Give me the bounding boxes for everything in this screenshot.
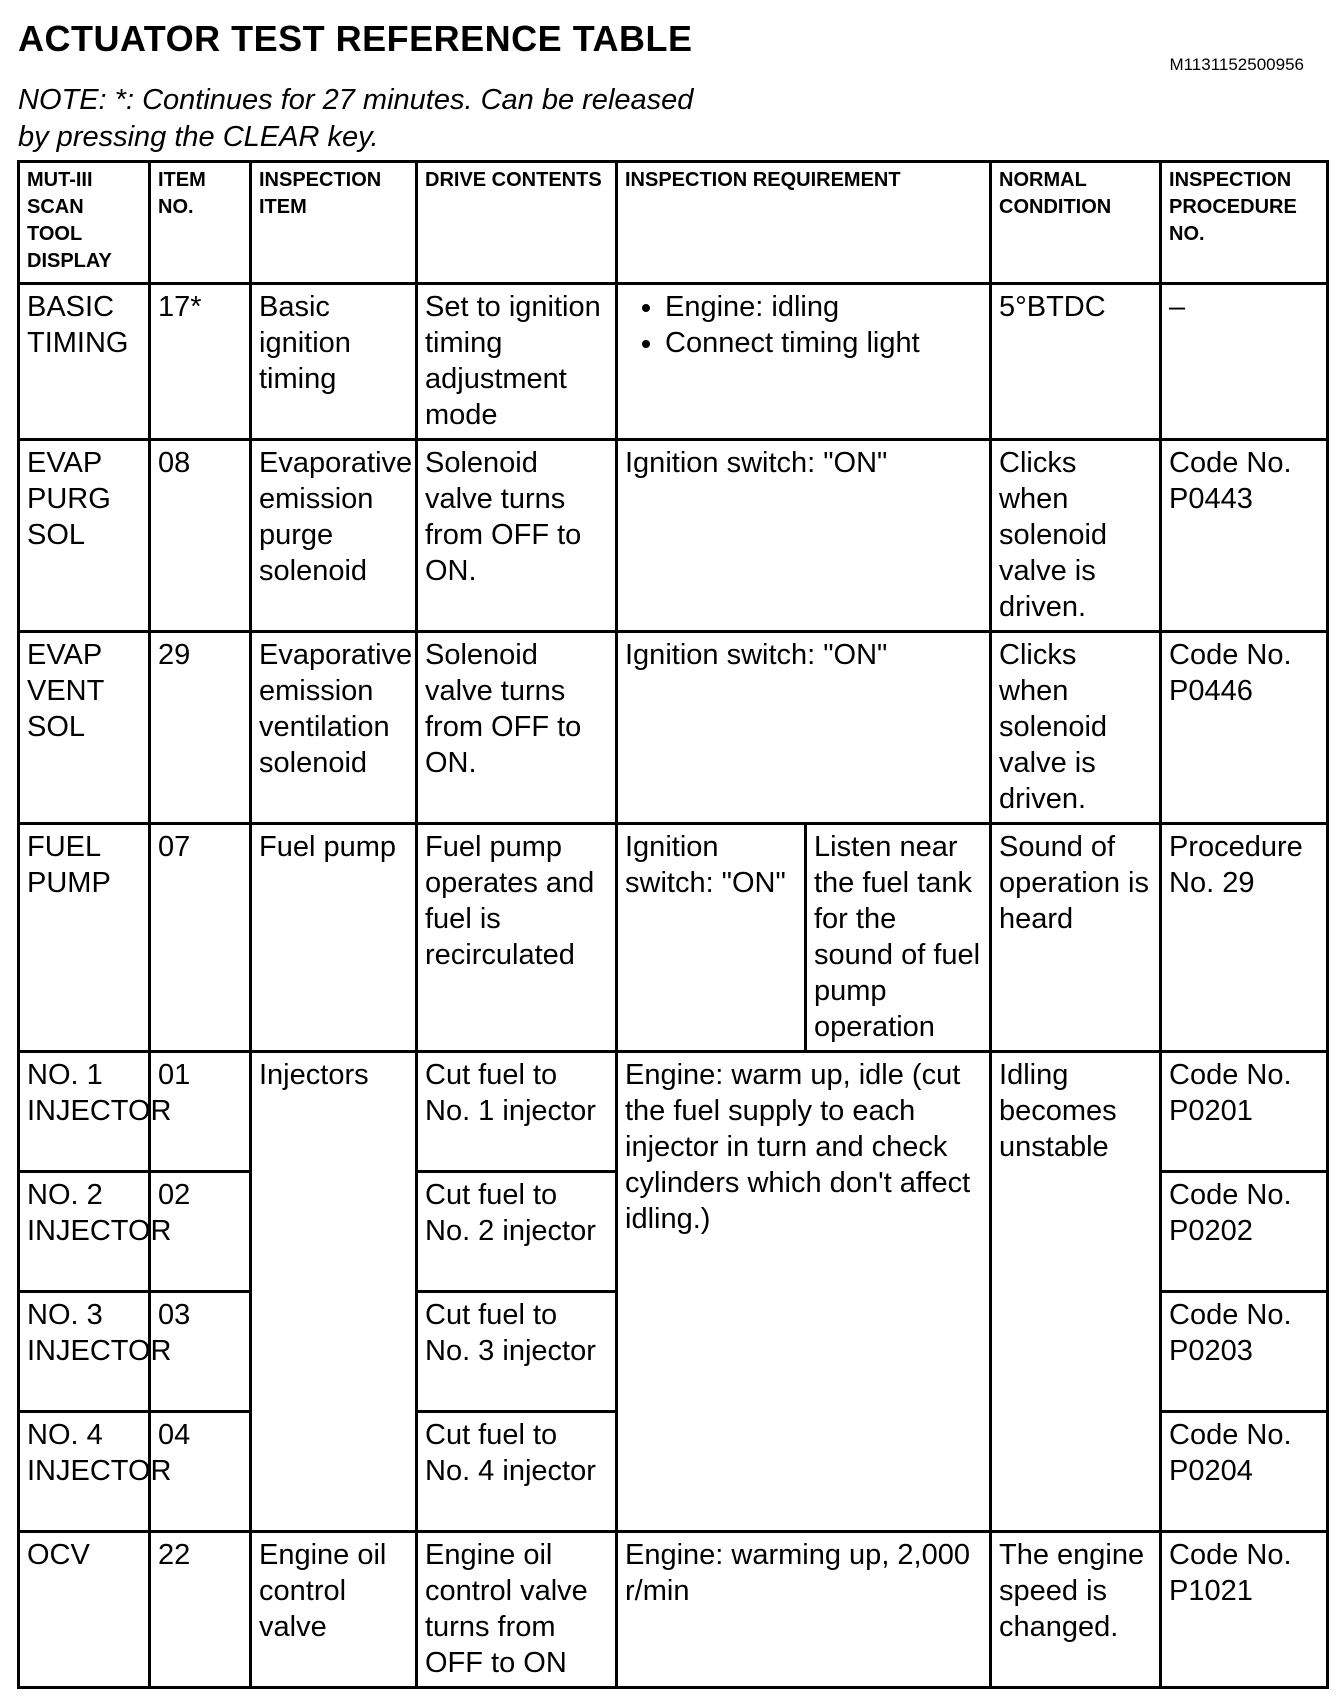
actuator-test-table: [17, 160, 1329, 1689]
inspection-requirement-cell: Ignition switch: "ON": [617, 632, 991, 824]
inspection-item-cell: Fuel pump: [251, 824, 417, 1052]
page-title: ACTUATOR TEST REFERENCE TABLE: [18, 18, 693, 59]
normal-condition-cell: Clicks when solenoid valve is driven.: [991, 440, 1161, 632]
drive-contents-cell: Fuel pump operates and fuel is recirculated: [417, 824, 617, 1052]
inspection-requirement-cell: [617, 284, 991, 440]
drive-contents-cell: Cut fuel to No. 4 injector: [417, 1412, 617, 1532]
note: [18, 82, 693, 156]
header-procedure-no: INSPECTION PROCEDURE NO.: [1161, 162, 1328, 284]
header-item-no: ITEM NO.: [150, 162, 251, 284]
item-no-cell: 03: [150, 1292, 251, 1412]
drive-contents-cell: Cut fuel to No. 3 injector: [417, 1292, 617, 1412]
inspection-requirement-cell: Engine: warm up, idle (cut the fuel supply to each injector in turn and check cylinders which don't affect idling.): [617, 1052, 991, 1532]
scan-display-cell: EVAP PURG SOL: [19, 440, 150, 632]
inspection-item-cell: Evaporative emission purge solenoid: [251, 440, 417, 632]
scan-display-cell: NO. 1 INJECTOR: [19, 1052, 150, 1172]
procedure-no-cell: –: [1161, 284, 1328, 440]
inspection-item-cell: Basic ignition timing: [251, 284, 417, 440]
scan-display-cell: NO. 3 INJECTOR: [19, 1292, 150, 1412]
scan-display-cell: EVAP VENT SOL: [19, 632, 150, 824]
header-scan-display: MUT-III SCAN TOOL DISPLAY: [19, 162, 150, 284]
item-no-cell: 02: [150, 1172, 251, 1292]
inspection-item-cell: Engine oil control valve: [251, 1532, 417, 1688]
drive-contents-cell: Engine oil control valve turns from OFF to ON: [417, 1532, 617, 1688]
procedure-no-cell: Code No. P0446: [1161, 632, 1328, 824]
inspection-requirement-cell: Ignition switch: "ON": [617, 824, 806, 1052]
list-item: • Connect timing light: [665, 325, 982, 361]
inspection-requirement-detail-cell: Listen near the fuel tank for the sound of fuel pump operation: [806, 824, 991, 1052]
table-row: [19, 1052, 1328, 1172]
item-no-cell: 04: [150, 1412, 251, 1532]
header-drive-contents: DRIVE CONTENTS: [417, 162, 617, 284]
item-no-cell: 01: [150, 1052, 251, 1172]
header-inspection-requirement: INSPECTION REQUIREMENT: [617, 162, 991, 284]
header-inspection-item: INSPECTION ITEM: [251, 162, 417, 284]
inspection-item-cell: Injectors: [251, 1052, 417, 1532]
scan-display-cell: NO. 2 INJECTOR: [19, 1172, 150, 1292]
table-row: [19, 284, 1328, 440]
document-id: M1131152500956: [1169, 55, 1304, 74]
procedure-no-cell: Code No. P0203: [1161, 1292, 1328, 1412]
procedure-no-cell: Procedure No. 29: [1161, 824, 1328, 1052]
inspection-requirement-cell: Engine: warming up, 2,000 r/min: [617, 1532, 991, 1688]
procedure-no-cell: Code No. P0204: [1161, 1412, 1328, 1532]
procedure-no-cell: Code No. P0202: [1161, 1172, 1328, 1292]
drive-contents-cell: Set to ignition timing adjustment mode: [417, 284, 617, 440]
procedure-no-cell: Code No. P0443: [1161, 440, 1328, 632]
table-row: [19, 824, 1328, 1052]
note-line-1: NOTE: *: Continues for 27 minutes. Can be released: [18, 84, 694, 116]
normal-condition-cell: Sound of operation is heard: [991, 824, 1161, 1052]
drive-contents-cell: Cut fuel to No. 1 injector: [417, 1052, 617, 1172]
note-line-2: by pressing the CLEAR key.: [18, 121, 379, 153]
scan-display-cell: NO. 4 INJECTOR: [19, 1412, 150, 1532]
item-no-cell: 22: [150, 1532, 251, 1688]
table-row: [19, 440, 1328, 632]
table-row: [19, 1532, 1328, 1688]
item-no-cell: 17*: [150, 284, 251, 440]
requirement-list: [625, 289, 982, 361]
item-no-cell: 07: [150, 824, 251, 1052]
normal-condition-cell: The engine speed is changed.: [991, 1532, 1161, 1688]
drive-contents-cell: Solenoid valve turns from OFF to ON.: [417, 440, 617, 632]
normal-condition-cell: Idling becomes unstable: [991, 1052, 1161, 1532]
scan-display-cell: FUEL PUMP: [19, 824, 150, 1052]
procedure-no-cell: Code No. P0201: [1161, 1052, 1328, 1172]
header-normal-condition: NORMAL CONDITION: [991, 162, 1161, 284]
drive-contents-cell: Cut fuel to No. 2 injector: [417, 1172, 617, 1292]
inspection-requirement-cell: Ignition switch: "ON": [617, 440, 991, 632]
normal-condition-cell: Clicks when solenoid valve is driven.: [991, 632, 1161, 824]
drive-contents-cell: Solenoid valve turns from OFF to ON.: [417, 632, 617, 824]
table-row: [19, 632, 1328, 824]
scan-display-cell: OCV: [19, 1532, 150, 1688]
inspection-item-cell: Evaporative emission ventilation solenoid: [251, 632, 417, 824]
scan-display-cell: BASIC TIMING: [19, 284, 150, 440]
normal-condition-cell: 5°BTDC: [991, 284, 1161, 440]
header-row: [19, 162, 1328, 284]
item-no-cell: 08: [150, 440, 251, 632]
procedure-no-cell: Code No. P1021: [1161, 1532, 1328, 1688]
list-item: • Engine: idling: [665, 289, 982, 325]
item-no-cell: 29: [150, 632, 251, 824]
